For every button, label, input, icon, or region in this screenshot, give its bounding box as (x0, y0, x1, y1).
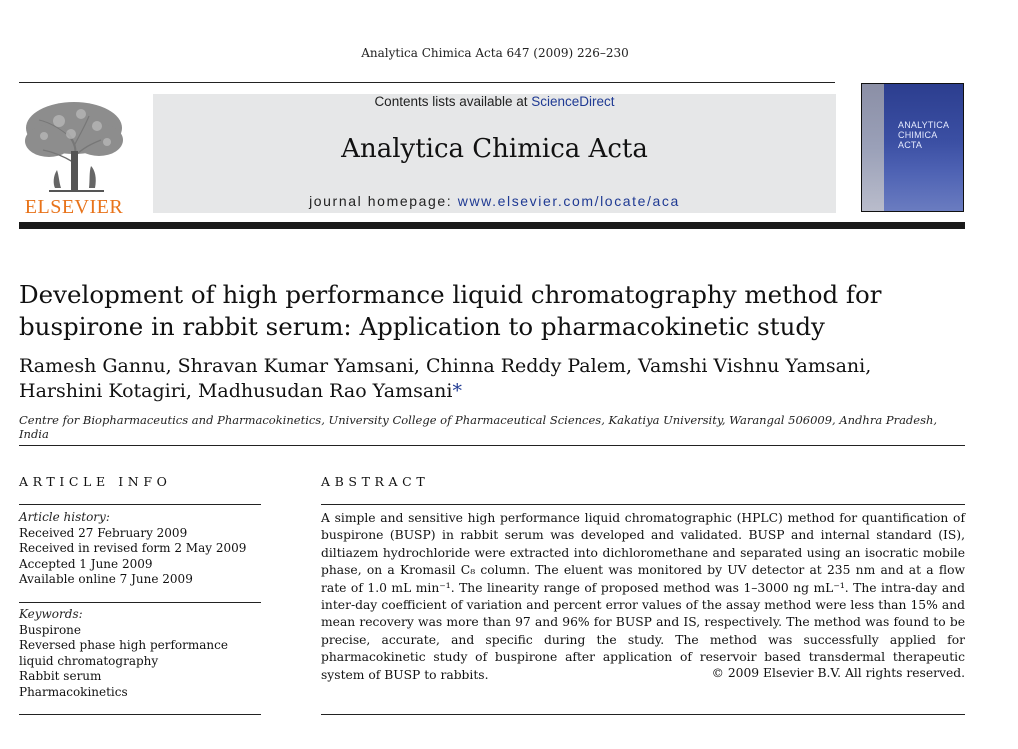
article-info-heading: ARTICLE INFO (19, 474, 172, 489)
keyword-item: Rabbit serum (19, 669, 102, 683)
contents-availability (153, 94, 836, 109)
article-title: Development of high performance liquid chromatography method for buspirone in rabbit serum: Application to pharmacokinetic study (19, 280, 882, 341)
cover-title (898, 120, 963, 150)
article-info-rule-middle (19, 602, 261, 603)
history-revised: Received in revised form 2 May 2009 (19, 541, 247, 555)
authors-line-2-names: Harshini Kotagiri, Madhusudan Rao Yamsani (19, 380, 453, 402)
abstract-heading: ABSTRACT (321, 474, 430, 489)
author-affiliation: Centre for Biopharmaceutics and Pharmacokinetics, University College of Pharmaceutical Sciences, Kakatiya University, Warangal 506009, Andhra Pradesh, India (19, 413, 938, 441)
journal-citation: Analytica Chimica Acta 647 (2009) 226–230 (361, 46, 629, 60)
history-online: Available online 7 June 2009 (19, 572, 193, 586)
journal-homepage (153, 193, 836, 209)
copyright-notice: © 2009 Elsevier B.V. All rights reserved. (711, 666, 965, 680)
abstract-rule-bottom (321, 714, 965, 715)
article-history (19, 510, 259, 588)
keyword-item: Reversed phase high performance liquid chromatography (19, 638, 228, 668)
article-info-rule-bottom (19, 714, 261, 715)
keywords (19, 607, 259, 700)
keywords-label: Keywords: (19, 607, 83, 621)
article-history-label: Article history: (19, 510, 110, 524)
authors-line-2 (19, 379, 919, 404)
journal-name: Analytica Chimica Acta (341, 134, 648, 164)
cover-title-line1: ANALYTICA (898, 120, 950, 130)
author-list (19, 354, 919, 404)
journal-cover-image (861, 83, 964, 212)
keyword-item: Pharmacokinetics (19, 684, 128, 699)
article-info-rule-top (19, 504, 261, 505)
sciencedirect-link[interactable]: ScienceDirect (531, 94, 615, 109)
history-accepted: Accepted 1 June 2009 (19, 556, 153, 571)
homepage-prefix: journal homepage: (309, 193, 458, 209)
abstract-rule-top (321, 504, 965, 505)
authors-line-1: Ramesh Gannu, Shravan Kumar Yamsani, Chinna Reddy Palem, Vamshi Vishnu Yamsani, (19, 355, 872, 377)
history-received: Received 27 February 2009 (19, 525, 188, 540)
contents-prefix: Contents lists available at (374, 94, 532, 109)
elsevier-wordmark: ELSEVIER (24, 196, 124, 218)
homepage-link[interactable]: www.elsevier.com/locate/aca (457, 193, 680, 209)
masthead-thick-rule (19, 222, 965, 229)
section-divider (19, 445, 965, 446)
abstract-body: A simple and sensitive high performance liquid chromatographic (HPLC) method for quantification of buspirone (BUSP) in rabbit serum was developed and validated. BUSP and internal standard (IS), diltiazem hydrochloride were extracted into dichloromethane and separated using an isocratic mobile phase, on a Kromasil C₈ column. The eluent was monitored by UV detector at 235 nm and at a flow rate of 1.0 mL min⁻¹. The linearity range of proposed method was 1–3000 ng mL⁻¹. The intra-day and inter-day coefficient of variation and percent error values of the assay method were less than 15% and mean recovery was more than 97 and 96% for BUSP and IS, respectively. The method was found to be precise, accurate, and specific during the study. The method was successfully applied for pharmacokinetic study of buspirone after application of reservoir based transdermal therapeutic system of BUSP to rabbits. (321, 511, 965, 682)
corresponding-author-link[interactable]: * (452, 380, 462, 402)
cover-title-line2: CHIMICA ACTA (898, 130, 937, 150)
cover-photo-strip (862, 84, 884, 211)
keyword-item: Buspirone (19, 622, 82, 637)
header-rule (19, 82, 835, 83)
